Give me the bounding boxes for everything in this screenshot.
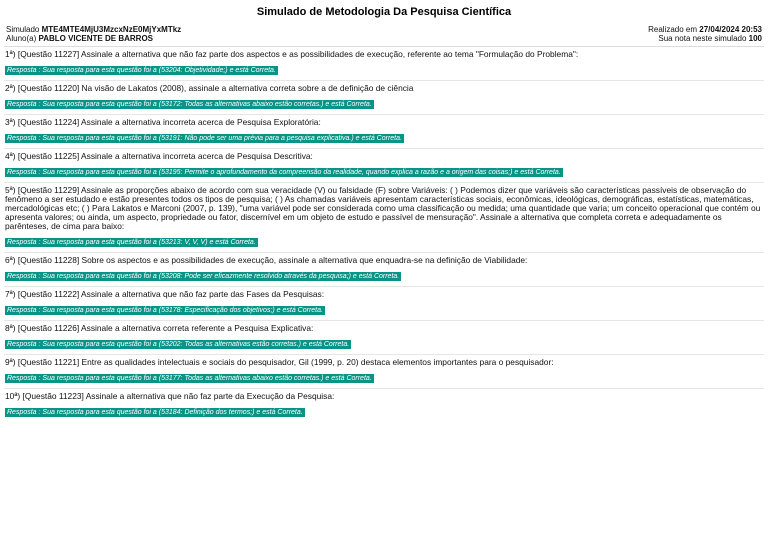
result-info [648, 25, 762, 43]
question-text: 8ª) [Questão 11226] Assinale a alternativa correta referente a Pesquisa Explicativa: [5, 323, 314, 333]
question-item [4, 321, 764, 355]
nota-value: 100 [748, 34, 762, 43]
answer-badge: Resposta : Sua resposta para esta questão foi a (53184: Definição dos termos;) e está Correta. [7, 409, 303, 416]
nota-line [648, 34, 762, 43]
realizado-label: Realizado em [648, 25, 700, 34]
answer-badge: Resposta : Sua resposta para esta questão foi a (53208: Pode ser eficazmente resolvido através da pesquisa;) e está Correta. [7, 273, 400, 280]
aluno-label: Aluno(a) [6, 34, 39, 43]
answer-badge: Resposta : Sua resposta para esta questão foi a (53191: Não pode ser uma prévia para a pesquisa explicativa.) e está Correta. [7, 135, 402, 142]
answer-badge: Resposta : Sua resposta para esta questão foi a (53202: Todas as alternativas estão corretas.) e está Correta. [7, 341, 350, 348]
answer-badge: Resposta : Sua resposta para esta questão foi a (53204: Objetividade;) e está Correta. [7, 67, 276, 74]
student-info [6, 25, 181, 43]
simulado-line [6, 25, 181, 34]
question-item [4, 115, 764, 149]
question-item [4, 287, 764, 321]
question-text: 6ª) [Questão 11228] Sobre os aspectos e as possibilidades de execução, assinale a alternativa que enquadra-se na definição de Viabilidade: [5, 255, 528, 265]
question-text: 4ª) [Questão 11225] Assinale a alternativa incorreta acerca de Pesquisa Descritiva: [5, 151, 313, 161]
question-item [4, 183, 764, 253]
question-text: 7ª) [Questão 11222] Assinale a alternativa que não faz parte das Fases da Pesquisas: [5, 289, 325, 299]
aluno-name: PABLO VICENTE DE BARROS [38, 34, 153, 43]
question-text: 2ª) [Questão 11220] Na visão de Lakatos (2008), assinale a alternativa correta sobre a de definição de ciência [5, 83, 414, 93]
nota-label: Sua nota neste simulado [658, 34, 749, 43]
question-item [4, 389, 764, 422]
aluno-line [6, 34, 181, 43]
realizado-datetime: 27/04/2024 20:53 [699, 25, 762, 34]
question-text: 9ª) [Questão 11221] Entre as qualidades intelectuais e sociais do pesquisador, Gil (1999, p. 20) destaca elementos importantes para o pesquisador: [5, 357, 554, 367]
page-title: Simulado de Metodologia Da Pesquisa Científica [256, 6, 512, 18]
question-item [4, 47, 764, 81]
answer-badge: Resposta : Sua resposta para esta questão foi a (53177: Todas as alternativas abaixo estão corretas.) e está Correta. [7, 375, 372, 382]
question-text: 5ª) [Questão 11229] Assinale as proporções abaixo de acordo com sua veracidade (V) ou falsidade (F) sobre Variáveis: ( ) Podemos dizer que variáveis são características passíveis de observação do fenômeno a ser estudado e estão presentes todos os tipos de pesquisa; ( ) As chamadas variáveis apresentam características sociais, econômicas, ideológicas, demográficas, estatísticas, matemáticas, mercadológicas etc; ( ) Para Lakatos e Marconi (2007, p. 139), "uma variável pode ser considerada como uma classificação ou medida; uma quantidade que varia; um conceito operacional que contém ou apresenta valores; ou ainda, um aspecto, propriedade ou fator, discernível em um objeto de estudo e passível de mensuração". Assinale a alternativa que completa correta e adequadamente os parênteses, de cima para baixo: [5, 185, 761, 231]
answer-badge: Resposta : Sua resposta para esta questão foi a (53178: Especificação dos objetivos;) e está Correta. [7, 307, 323, 314]
result-header [4, 23, 764, 47]
simulado-label: Simulado [6, 25, 42, 34]
question-item [4, 355, 764, 389]
question-text: 10ª) [Questão 11223] Assinale a alternativa que não faz parte da Execução da Pesquisa: [5, 391, 335, 401]
question-text: 3ª) [Questão 11224] Assinale a alternativa incorreta acerca de Pesquisa Exploratória: [5, 117, 321, 127]
question-text: 1ª) [Questão 11227] Assinale a alternativa que não faz parte dos aspectos e as possibilidades de execução, referente ao tema "Formulação do Problema": [5, 49, 579, 59]
answer-badge: Resposta : Sua resposta para esta questão foi a (53172: Todas as alternativas abaixo estão corretas.) e está Correta. [7, 101, 372, 108]
realizado-line [648, 25, 762, 34]
question-item [4, 149, 764, 183]
question-list [0, 47, 768, 422]
simulado-code: MTE4MTE4MjU3MzcxNzE0MjYxMTkz [41, 25, 182, 34]
answer-badge: Resposta : Sua resposta para esta questão foi a (53213: V, V, V) e está Correta. [7, 239, 256, 246]
question-item [4, 81, 764, 115]
question-item [4, 253, 764, 287]
answer-badge: Resposta : Sua resposta para esta questão foi a (53195: Permite o aprofundamento da compreensão da realidade, quando explica a razão e a origem das coisas;) e está Correta. [7, 169, 561, 176]
